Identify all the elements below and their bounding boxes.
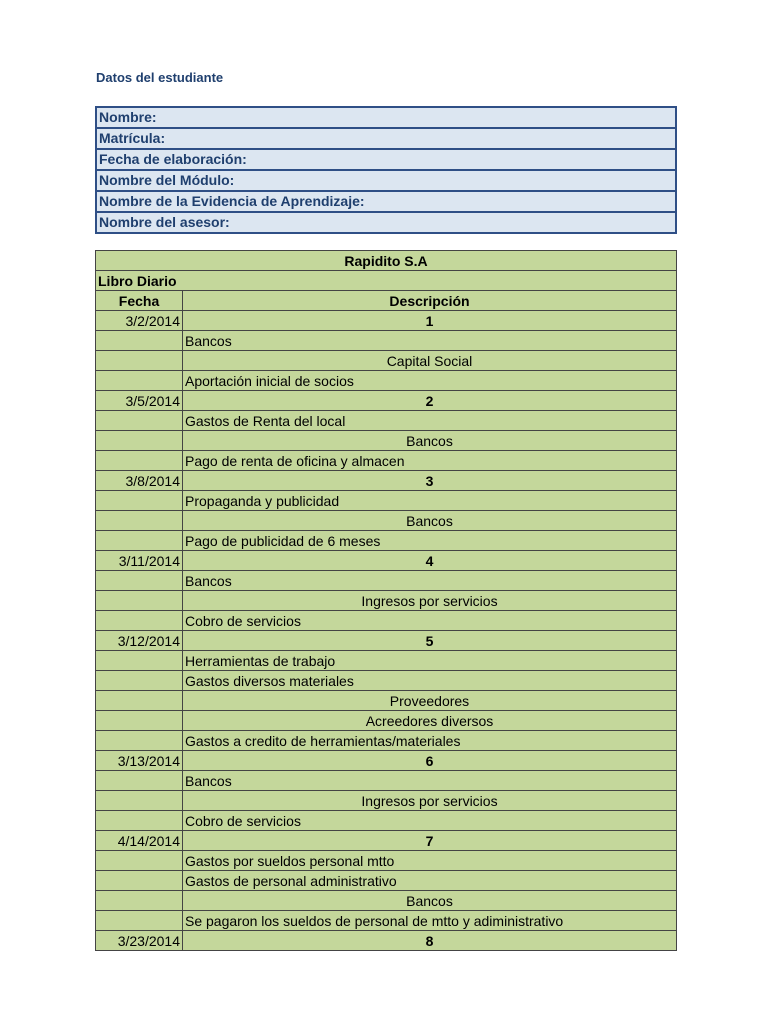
journal-date-cell	[96, 851, 183, 871]
journal-description-cell: Gastos diversos materiales	[183, 671, 677, 691]
journal-row	[96, 871, 677, 891]
student-field-row	[96, 170, 676, 191]
journal-description-cell: Herramientas de trabajo	[183, 651, 677, 671]
journal-date-cell	[96, 671, 183, 691]
journal-description-cell: Gastos de Renta del local	[183, 411, 677, 431]
journal-row	[96, 791, 677, 811]
journal-row	[96, 491, 677, 511]
journal-row	[96, 591, 677, 611]
journal-row	[96, 451, 677, 471]
student-info-table	[95, 106, 677, 234]
journal-description-cell: Bancos	[183, 771, 677, 791]
company-name: Rapidito S.A	[96, 251, 677, 271]
column-header-date: Fecha	[96, 291, 183, 311]
journal-date-cell	[96, 371, 183, 391]
journal-row	[96, 671, 677, 691]
journal-date-cell	[96, 591, 183, 611]
journal-row	[96, 831, 677, 851]
journal-date-cell	[96, 791, 183, 811]
journal-description-cell: Bancos	[183, 331, 677, 351]
journal-date-cell	[96, 511, 183, 531]
journal-row	[96, 931, 677, 951]
journal-description-cell: Ingresos por servicios	[183, 591, 677, 611]
journal-date-cell: 3/5/2014	[96, 391, 183, 411]
journal-row	[96, 411, 677, 431]
journal-description-cell: Gastos a credito de herramientas/materiales	[183, 731, 677, 751]
journal-date-cell	[96, 811, 183, 831]
journal-description-cell: Cobro de servicios	[183, 811, 677, 831]
journal-description-cell: 3	[183, 471, 677, 491]
journal-row	[96, 351, 677, 371]
journal-description-cell: Propaganda y publicidad	[183, 491, 677, 511]
journal-description-cell: Bancos	[183, 891, 677, 911]
book-title-row	[96, 271, 677, 291]
journal-description-cell: 4	[183, 551, 677, 571]
journal-description-cell: Bancos	[183, 431, 677, 451]
journal-row	[96, 311, 677, 331]
journal-row	[96, 571, 677, 591]
student-field-row	[96, 107, 676, 128]
journal-description-cell: Pago de publicidad de 6 meses	[183, 531, 677, 551]
section-title: Datos del estudiante	[96, 70, 224, 85]
journal-row	[96, 771, 677, 791]
journal-table	[95, 250, 677, 951]
journal-date-cell	[96, 711, 183, 731]
column-header-row	[96, 291, 677, 311]
journal-date-cell	[96, 911, 183, 931]
journal-row	[96, 611, 677, 631]
student-field-label: Nombre del Módulo:	[96, 170, 676, 191]
journal-row	[96, 371, 677, 391]
student-field-row	[96, 191, 676, 212]
journal-date-cell: 3/23/2014	[96, 931, 183, 951]
journal-description-cell: Capital Social	[183, 351, 677, 371]
journal-date-cell	[96, 411, 183, 431]
journal-date-cell	[96, 891, 183, 911]
book-title: Libro Diario	[96, 271, 677, 291]
journal-description-cell: 7	[183, 831, 677, 851]
journal-description-cell: Pago de renta de oficina y almacen	[183, 451, 677, 471]
journal-date-cell	[96, 691, 183, 711]
journal-date-cell	[96, 771, 183, 791]
journal-description-cell: Bancos	[183, 511, 677, 531]
journal-description-cell: Gastos de personal administrativo	[183, 871, 677, 891]
journal-row	[96, 911, 677, 931]
student-field-row	[96, 212, 676, 233]
journal-description-cell: Bancos	[183, 571, 677, 591]
journal-row	[96, 511, 677, 531]
journal-row	[96, 811, 677, 831]
journal-date-cell: 3/13/2014	[96, 751, 183, 771]
journal-row	[96, 731, 677, 751]
journal-date-cell	[96, 651, 183, 671]
journal-row	[96, 331, 677, 351]
journal-row	[96, 551, 677, 571]
journal-description-cell: Proveedores	[183, 691, 677, 711]
student-field-label: Fecha de elaboración:	[96, 149, 676, 170]
journal-description-cell: Gastos por sueldos personal mtto	[183, 851, 677, 871]
journal-date-cell	[96, 731, 183, 751]
journal-row	[96, 651, 677, 671]
journal-description-cell: 8	[183, 931, 677, 951]
column-header-description: Descripción	[183, 291, 677, 311]
journal-date-cell	[96, 531, 183, 551]
journal-description-cell: 6	[183, 751, 677, 771]
company-row	[96, 251, 677, 271]
journal-date-cell: 3/2/2014	[96, 311, 183, 331]
student-field-row	[96, 128, 676, 149]
student-field-label: Nombre:	[96, 107, 676, 128]
student-field-row	[96, 149, 676, 170]
journal-date-cell	[96, 331, 183, 351]
journal-date-cell	[96, 611, 183, 631]
journal-description-cell: 1	[183, 311, 677, 331]
student-field-label: Nombre del asesor:	[96, 212, 676, 233]
journal-row	[96, 391, 677, 411]
journal-description-cell: Acreedores diversos	[183, 711, 677, 731]
journal-row	[96, 691, 677, 711]
journal-date-cell: 3/8/2014	[96, 471, 183, 491]
journal-date-cell	[96, 451, 183, 471]
journal-date-cell: 3/11/2014	[96, 551, 183, 571]
journal-row	[96, 891, 677, 911]
journal-row	[96, 631, 677, 651]
journal-row	[96, 431, 677, 451]
journal-date-cell	[96, 351, 183, 371]
student-field-label: Nombre de la Evidencia de Aprendizaje:	[96, 191, 676, 212]
journal-date-cell	[96, 571, 183, 591]
journal-description-cell: 5	[183, 631, 677, 651]
student-field-label: Matrícula:	[96, 128, 676, 149]
journal-description-cell: Cobro de servicios	[183, 611, 677, 631]
journal-description-cell: Se pagaron los sueldos de personal de mtto y adiministrativo	[183, 911, 677, 931]
journal-date-cell: 3/12/2014	[96, 631, 183, 651]
journal-row	[96, 851, 677, 871]
journal-row	[96, 751, 677, 771]
journal-row	[96, 471, 677, 491]
journal-description-cell: Ingresos por servicios	[183, 791, 677, 811]
journal-row	[96, 531, 677, 551]
journal-date-cell	[96, 491, 183, 511]
journal-date-cell: 4/14/2014	[96, 831, 183, 851]
journal-date-cell	[96, 431, 183, 451]
journal-description-cell: 2	[183, 391, 677, 411]
journal-description-cell: Aportación inicial de socios	[183, 371, 677, 391]
journal-date-cell	[96, 871, 183, 891]
journal-row	[96, 711, 677, 731]
